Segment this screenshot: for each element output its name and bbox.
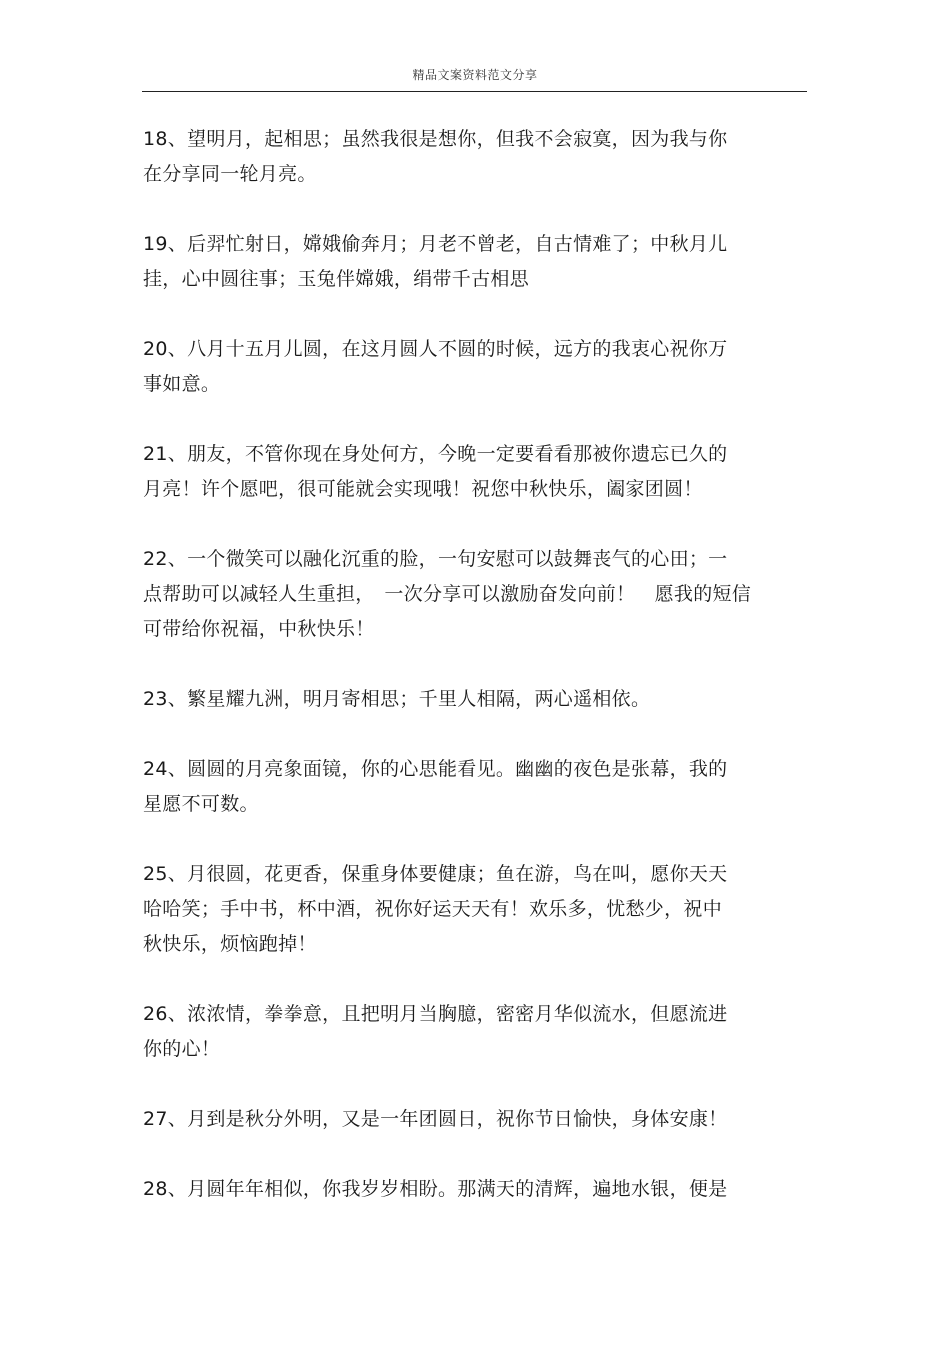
paragraph-21	[143, 437, 805, 507]
text-line: 26、浓浓情，拳拳意，且把明月当胸臆，密密月华似流水，但愿流进	[143, 1003, 728, 1025]
paragraph-28	[143, 1172, 805, 1207]
text-line: 可带给你祝福，中秋快乐！	[143, 618, 375, 640]
text-line: 月亮！许个愿吧，很可能就会实现哦！祝您中秋快乐，阖家团圆！	[143, 478, 703, 500]
paragraph-23	[143, 682, 805, 717]
text-line: 22、一个微笑可以融化沉重的脸，一句安慰可以鼓舞丧气的心田；一	[143, 548, 728, 570]
text-line: 挂，心中圆往事；玉兔伴嫦娥，绢带千古相思	[143, 268, 530, 290]
paragraph-27	[143, 1102, 805, 1137]
text-line: 18、望明月，起相思；虽然我很是想你，但我不会寂寞，因为我与你	[143, 128, 728, 150]
text-line: 事如意。	[143, 373, 221, 395]
document-body	[143, 122, 805, 1242]
paragraph-25	[143, 857, 805, 962]
paragraph-22	[143, 542, 805, 647]
text-line: 20、八月十五月儿圆，在这月圆人不圆的时候，远方的我衷心祝你万	[143, 338, 728, 360]
text-line: 21、朋友，不管你现在身处何方，今晚一定要看看那被你遗忘已久的	[143, 443, 728, 465]
paragraph-24	[143, 752, 805, 822]
text-line: 27、月到是秋分外明，又是一年团圆日，祝你节日愉快，身体安康！	[143, 1108, 728, 1130]
text-line: 点帮助可以减轻人生重担， 一次分享可以激励奋发向前！ 愿我的短信	[143, 583, 752, 605]
text-line: 24、圆圆的月亮象面镜，你的心思能看见。幽幽的夜色是张幕，我的	[143, 758, 728, 780]
text-line: 19、后羿忙射日，嫦娥偷奔月；月老不曾老，自古情难了；中秋月儿	[143, 233, 728, 255]
header-divider	[142, 91, 807, 92]
text-line: 哈哈笑；手中书，杯中酒，祝你好运天天有！欢乐多，忧愁少，祝中	[143, 898, 723, 920]
page-header-title: 精品文案资料范文分享	[412, 68, 538, 82]
text-line: 在分享同一轮月亮。	[143, 163, 317, 185]
text-line: 23、繁星耀九洲，明月寄相思；千里人相隔，两心遥相依。	[143, 688, 651, 710]
paragraph-19	[143, 227, 805, 297]
paragraph-26	[143, 997, 805, 1067]
text-line: 28、月圆年年相似，你我岁岁相盼。那满天的清辉，遍地水银，便是	[143, 1178, 728, 1200]
text-line: 秋快乐，烦恼跑掉！	[143, 933, 317, 955]
paragraph-20	[143, 332, 805, 402]
text-line: 星愿不可数。	[143, 793, 259, 815]
text-line: 你的心！	[143, 1038, 221, 1060]
paragraph-18	[143, 122, 805, 192]
text-line: 25、月很圆，花更香，保重身体要健康；鱼在游，鸟在叫，愿你天天	[143, 863, 728, 885]
